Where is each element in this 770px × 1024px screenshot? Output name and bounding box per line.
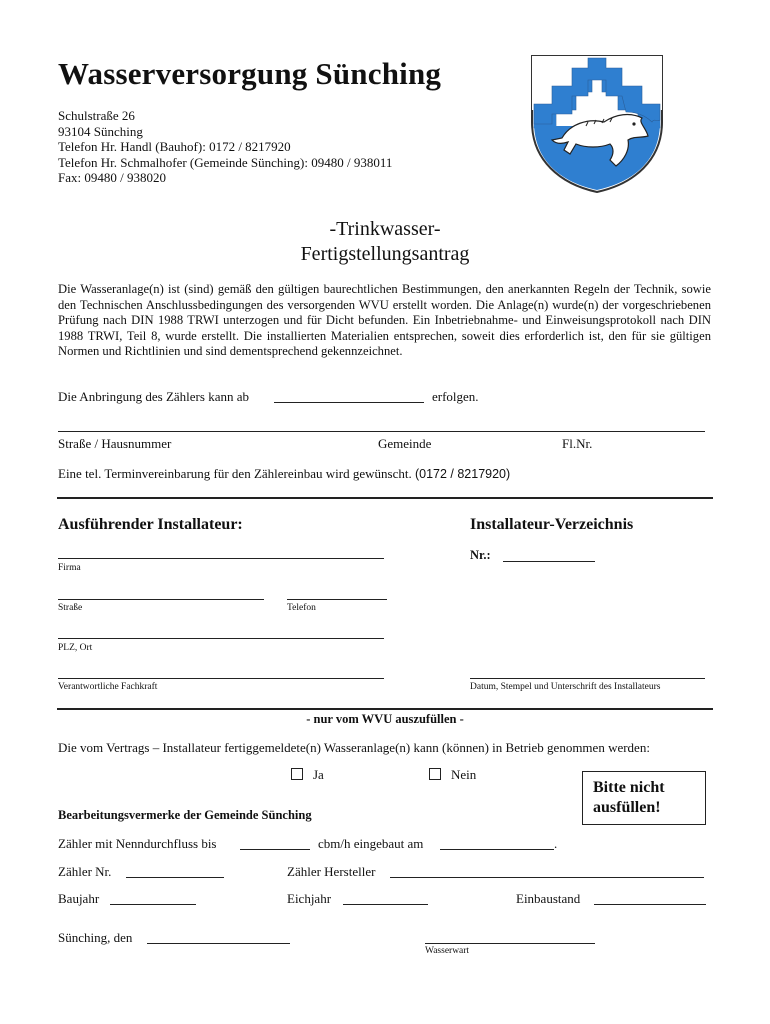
year-built-label: Baujahr <box>58 891 100 906</box>
do-not-fill-line1: Bitte nicht <box>593 779 665 796</box>
do-not-fill-line2: ausfüllen! <box>593 799 661 816</box>
install-state-field[interactable] <box>594 904 706 905</box>
operation-question: Die vom Vertrags – Installateur fertiggemeldete(n) Wasseranlage(n) kann (können) in Betrieb genommen werden: <box>58 740 650 755</box>
installer-signature-field[interactable] <box>470 678 705 679</box>
checkbox-no[interactable] <box>429 768 441 780</box>
address-street: Schulstraße 26 <box>58 108 135 123</box>
phone-bauhof: Telefon Hr. Handl (Bauhof): 0172 / 8217920 <box>58 139 291 155</box>
manufacturer-label: Zähler Hersteller <box>287 864 376 879</box>
place-date-field[interactable] <box>147 943 290 944</box>
install-state-label: Einbaustand <box>516 891 581 906</box>
label-installer-street: Straße <box>58 603 83 613</box>
label-plot-number: Fl.Nr. <box>562 436 593 451</box>
manufacturer-field[interactable] <box>390 877 704 878</box>
calibration-year-field[interactable] <box>343 904 428 905</box>
waterworker-label: Wasserwart <box>425 946 470 956</box>
registry-heading: Installateur-Verzeichnis <box>470 516 634 533</box>
option-yes-label: Ja <box>313 767 324 782</box>
appointment-note <box>58 466 510 482</box>
label-zip-city: PLZ, Ort <box>58 643 93 653</box>
zip-city-field[interactable] <box>58 638 384 639</box>
label-responsible-person: Verantwortliche Fachkraft <box>58 682 158 692</box>
meter-flow-field[interactable] <box>240 849 310 850</box>
calibration-year-label: Eichjahr <box>287 891 332 906</box>
address-city: 93104 Sünching <box>58 123 143 139</box>
label-community: Gemeinde <box>378 436 432 451</box>
meter-date-field[interactable] <box>274 402 424 403</box>
responsible-person-field[interactable] <box>58 678 384 679</box>
meter-date-suffix: erfolgen. <box>432 389 479 404</box>
meter-flow-prefix: Zähler mit Nenndurchfluss bis <box>58 836 217 851</box>
phone-gemeinde: Telefon Hr. Schmalhofer (Gemeinde Sünching): 09480 / 938011 <box>58 154 393 170</box>
appointment-phone: (0172 / 8217920) <box>414 467 511 481</box>
section-divider-2 <box>57 708 713 710</box>
install-date-period: . <box>554 836 558 851</box>
label-street-number: Straße / Hausnummer <box>58 436 172 451</box>
utility-section-title: - nur vom WVU auszufüllen - <box>306 712 464 726</box>
install-date-field[interactable] <box>440 849 554 850</box>
appointment-text: Eine tel. Terminvereinbarung für den Zählereinbau wird gewünscht. <box>58 466 412 481</box>
section-divider <box>57 497 713 499</box>
installer-street-field[interactable] <box>58 599 264 600</box>
page-title: Wasserversorgung Sünching <box>58 56 442 91</box>
meter-flow-mid: cbm/h eingebaut am <box>318 836 424 851</box>
meter-number-label: Zähler Nr. <box>58 864 112 879</box>
coat-of-arms-icon <box>526 52 668 194</box>
label-installer-phone: Telefon <box>287 603 316 613</box>
option-no-label: Nein <box>451 767 477 782</box>
waterworker-signature-field[interactable] <box>425 943 595 944</box>
checkbox-yes[interactable] <box>291 768 303 780</box>
address-field[interactable] <box>58 431 705 432</box>
company-field[interactable] <box>58 558 384 559</box>
do-not-fill-box <box>582 771 706 825</box>
label-installer-signature: Datum, Stempel und Unterschrift des Installateurs <box>470 682 661 692</box>
intro-paragraph: Die Wasseranlage(n) ist (sind) gemäß den gültigen baurechtlichen Bestimmungen, den anerkannten Regeln der Technik, sowie den Technischen Anschlussbedingungen des versorgenden WVU erstellt worden. Die Anlage(n) wurde(n) der vorgeschriebenen Prüfung nach DIN 1988 TRWI unterzogen und für Dicht befunden. Ein Inbetriebnahme- und Einweisungsprotokoll nach DIN 1988 TRWI, Teil 8, wurde erstellt. Die installierten Materialien entsprechen, soweit dies erforderlich ist, den für sie gültigen Normen und Richtlinien und sind dementsprechend gekennzeichnet. <box>58 282 711 359</box>
label-company: Firma <box>58 563 81 573</box>
year-built-field[interactable] <box>110 904 196 905</box>
notes-heading: Bearbeitungsvermerke der Gemeinde Sünching <box>58 808 312 822</box>
installer-heading: Ausführender Installateur: <box>58 516 243 533</box>
form-heading-line1: -Trinkwasser- <box>329 218 441 240</box>
registry-number-field[interactable] <box>503 561 595 562</box>
fax: Fax: 09480 / 938020 <box>58 170 166 186</box>
form-heading-line2: Fertigstellungsantrag <box>300 243 470 265</box>
place-date-label: Sünching, den <box>58 930 133 945</box>
registry-number-label: Nr.: <box>470 548 491 562</box>
address-block <box>58 108 392 186</box>
meter-number-field[interactable] <box>126 877 224 878</box>
installer-phone-field[interactable] <box>287 599 387 600</box>
meter-date-prefix: Die Anbringung des Zählers kann ab <box>58 389 249 404</box>
